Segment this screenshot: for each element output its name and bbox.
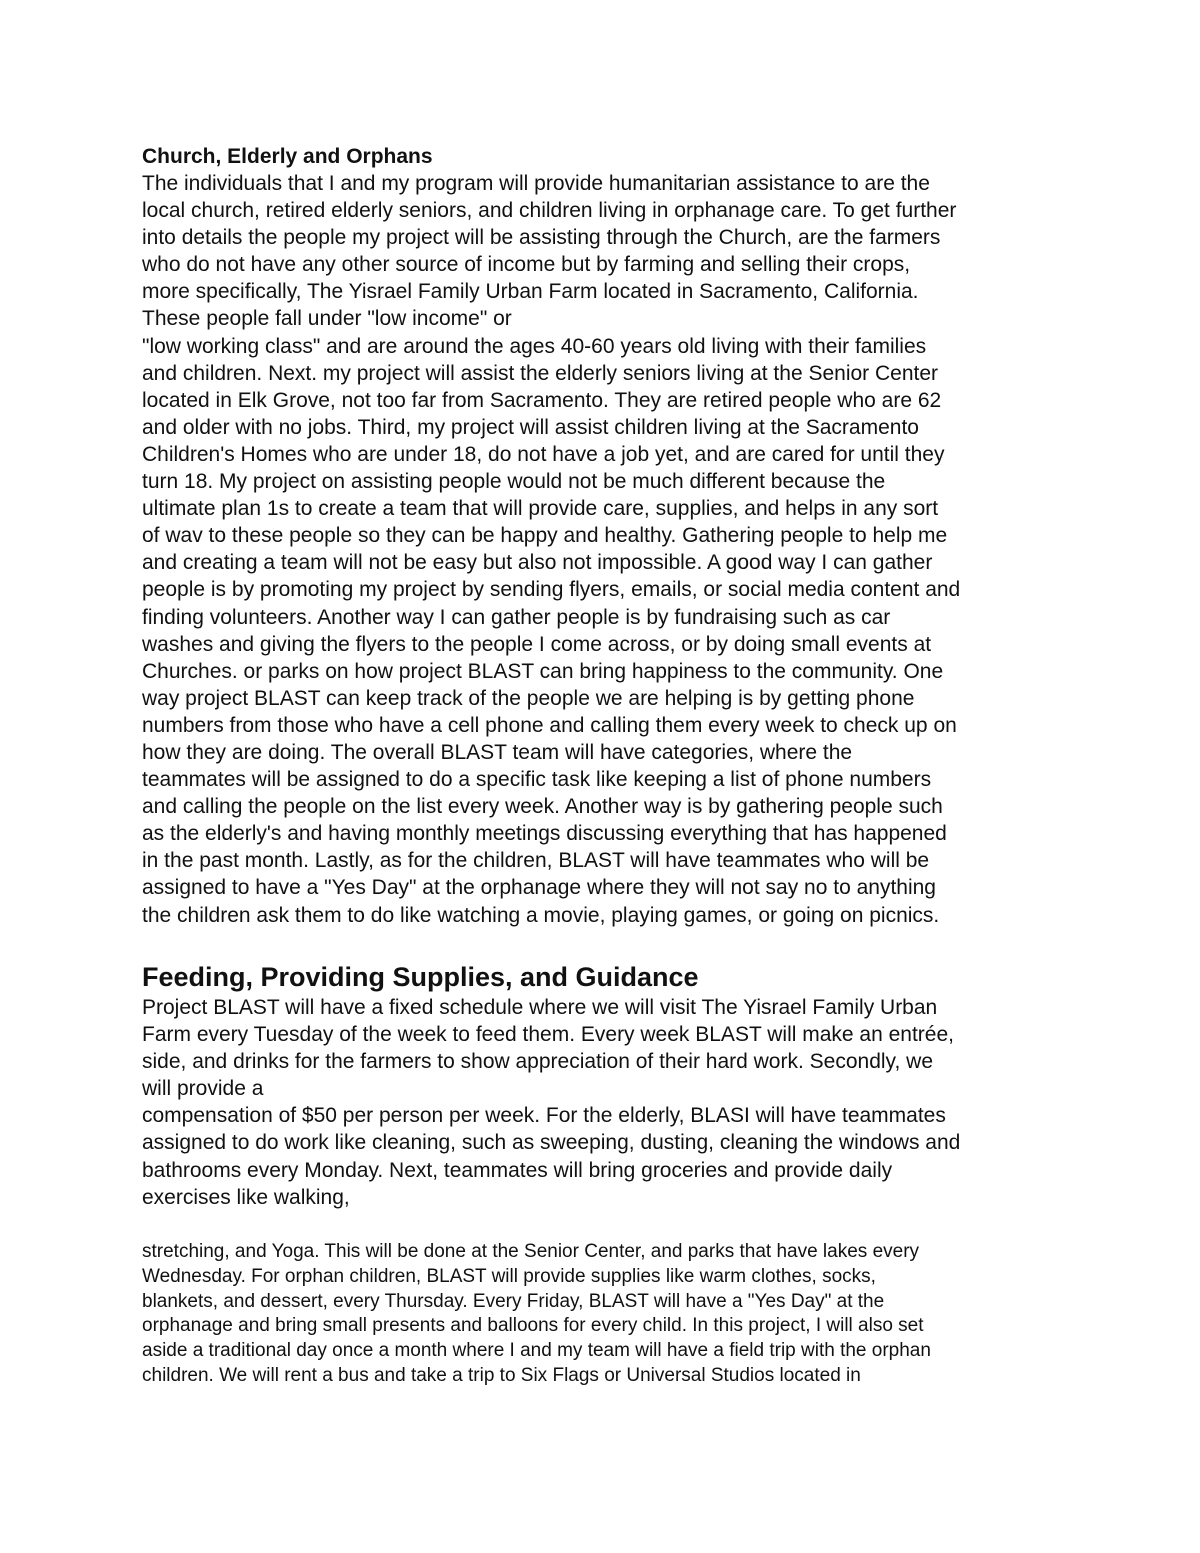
text-line: and calling the people on the list every week. Another way is by gathering people such xyxy=(142,795,943,819)
text-line: bathrooms every Monday. Next, teammates will bring groceries and provide daily xyxy=(142,1158,893,1182)
text-line: compensation of $50 per person per week. For the elderly, BLASI will have teammates xyxy=(142,1104,946,1128)
text-line: Wednesday. For orphan children, BLAST will provide supplies like warm clothes, socks, xyxy=(142,1265,876,1287)
text-line: into details the people my project will be assisting through the Church, are the farmers xyxy=(142,226,941,250)
text-line: ultimate plan 1s to create a team that will provide care, supplies, and helps in any sort xyxy=(142,497,939,521)
text-line: how they are doing. The overall BLAST team will have categories, where the xyxy=(142,740,853,764)
section2-paragraph xyxy=(142,994,1082,1211)
text-line: Project BLAST will have a fixed schedule where we will visit The Yisrael Family Urban xyxy=(142,996,938,1019)
text-line: finding volunteers. Another way I can gather people is by fundraising such as car xyxy=(142,605,891,629)
text-line: exercises like walking, xyxy=(142,1185,350,1209)
text-line: stretching, and Yoga. This will be done at the Senior Center, and parks that have lakes every xyxy=(142,1241,920,1262)
text-line: in the past month. Lastly, as for the children, BLAST will have teammates who will be xyxy=(142,849,930,873)
text-line: children. We will rent a bus and take a trip to Six Flags or Universal Studios located in xyxy=(142,1364,861,1386)
section1-paragraph xyxy=(142,170,1082,929)
text-line: Children's Homes who are under 18, do not have a job yet, and are cared for until they xyxy=(142,442,945,466)
text-line: Churches. or parks on how project BLAST can bring happiness to the community. One xyxy=(142,659,944,683)
text-line: These people fall under "low income" or xyxy=(142,307,512,331)
text-line: and creating a team will not be easy but also not impossible. A good way I can gather xyxy=(142,551,933,575)
text-line: assigned to have a "Yes Day" at the orphanage where they will not say no to anything xyxy=(142,876,936,900)
text-line: numbers from those who have a cell phone and calling them every week to check up on xyxy=(142,713,957,737)
text-line: people is by promoting my project by sending flyers, emails, or social media content and xyxy=(142,578,961,602)
text-line: The individuals that I and my program will provide humanitarian assistance to are the xyxy=(142,172,930,195)
text-line: side, and drinks for the farmers to show appreciation of their hard work. Secondly, we xyxy=(142,1050,933,1074)
text-line: orphanage and bring small presents and balloons for every child. In this project, I will also set xyxy=(142,1315,924,1337)
text-line: more specifically, The Yisrael Family Urban Farm located in Sacramento, California. xyxy=(142,280,919,304)
text-line: washes and giving the flyers to the people I come across, or by doing small events at xyxy=(142,632,932,656)
text-line: blankets, and dessert, every Thursday. Every Friday, BLAST will have a "Yes Day" at the xyxy=(142,1290,885,1312)
section-heading-feeding-supplies-guidance: Feeding, Providing Supplies, and Guidance xyxy=(142,962,699,992)
text-line: and children. Next. my project will assist the elderly seniors living at the Senior Center xyxy=(142,361,939,385)
section3-paragraph xyxy=(142,1240,1082,1389)
text-line: aside a traditional day once a month where I and my team will have a field trip with the orphan xyxy=(142,1340,931,1362)
text-line: way project BLAST can keep track of the people we are helping is by getting phone xyxy=(142,686,915,710)
text-line: Farm every Tuesday of the week to feed them. Every week BLAST will make an entrée, xyxy=(142,1023,954,1047)
text-line: local church, retired elderly seniors, and children living in orphanage care. To get further xyxy=(142,199,957,223)
text-line: teammates will be assigned to do a specific task like keeping a list of phone numbers xyxy=(142,768,932,792)
text-line: the children ask them to do like watching a movie, playing games, or going on picnics. xyxy=(142,903,940,927)
text-line: and older with no jobs. Third, my project will assist children living at the Sacramento xyxy=(142,415,919,439)
text-line: located in Elk Grove, not too far from Sacramento. They are retired people who are 62 xyxy=(142,388,942,412)
text-line: turn 18. My project on assisting people would not be much different because the xyxy=(142,470,886,494)
text-line: of wav to these people so they can be happy and healthy. Gathering people to help me xyxy=(142,524,948,548)
text-line: who do not have any other source of income but by farming and selling their crops, xyxy=(142,253,911,277)
text-line: assigned to do work like cleaning, such as sweeping, dusting, cleaning the windows and xyxy=(142,1131,961,1155)
text-line: as the elderly's and having monthly meetings discussing everything that has happened xyxy=(142,822,947,846)
text-line: will provide a xyxy=(142,1077,264,1101)
text-line: "low working class" and are around the ages 40-60 years old living with their families xyxy=(142,334,927,358)
section-heading-church-elderly-orphans: Church, Elderly and Orphans xyxy=(142,145,433,168)
